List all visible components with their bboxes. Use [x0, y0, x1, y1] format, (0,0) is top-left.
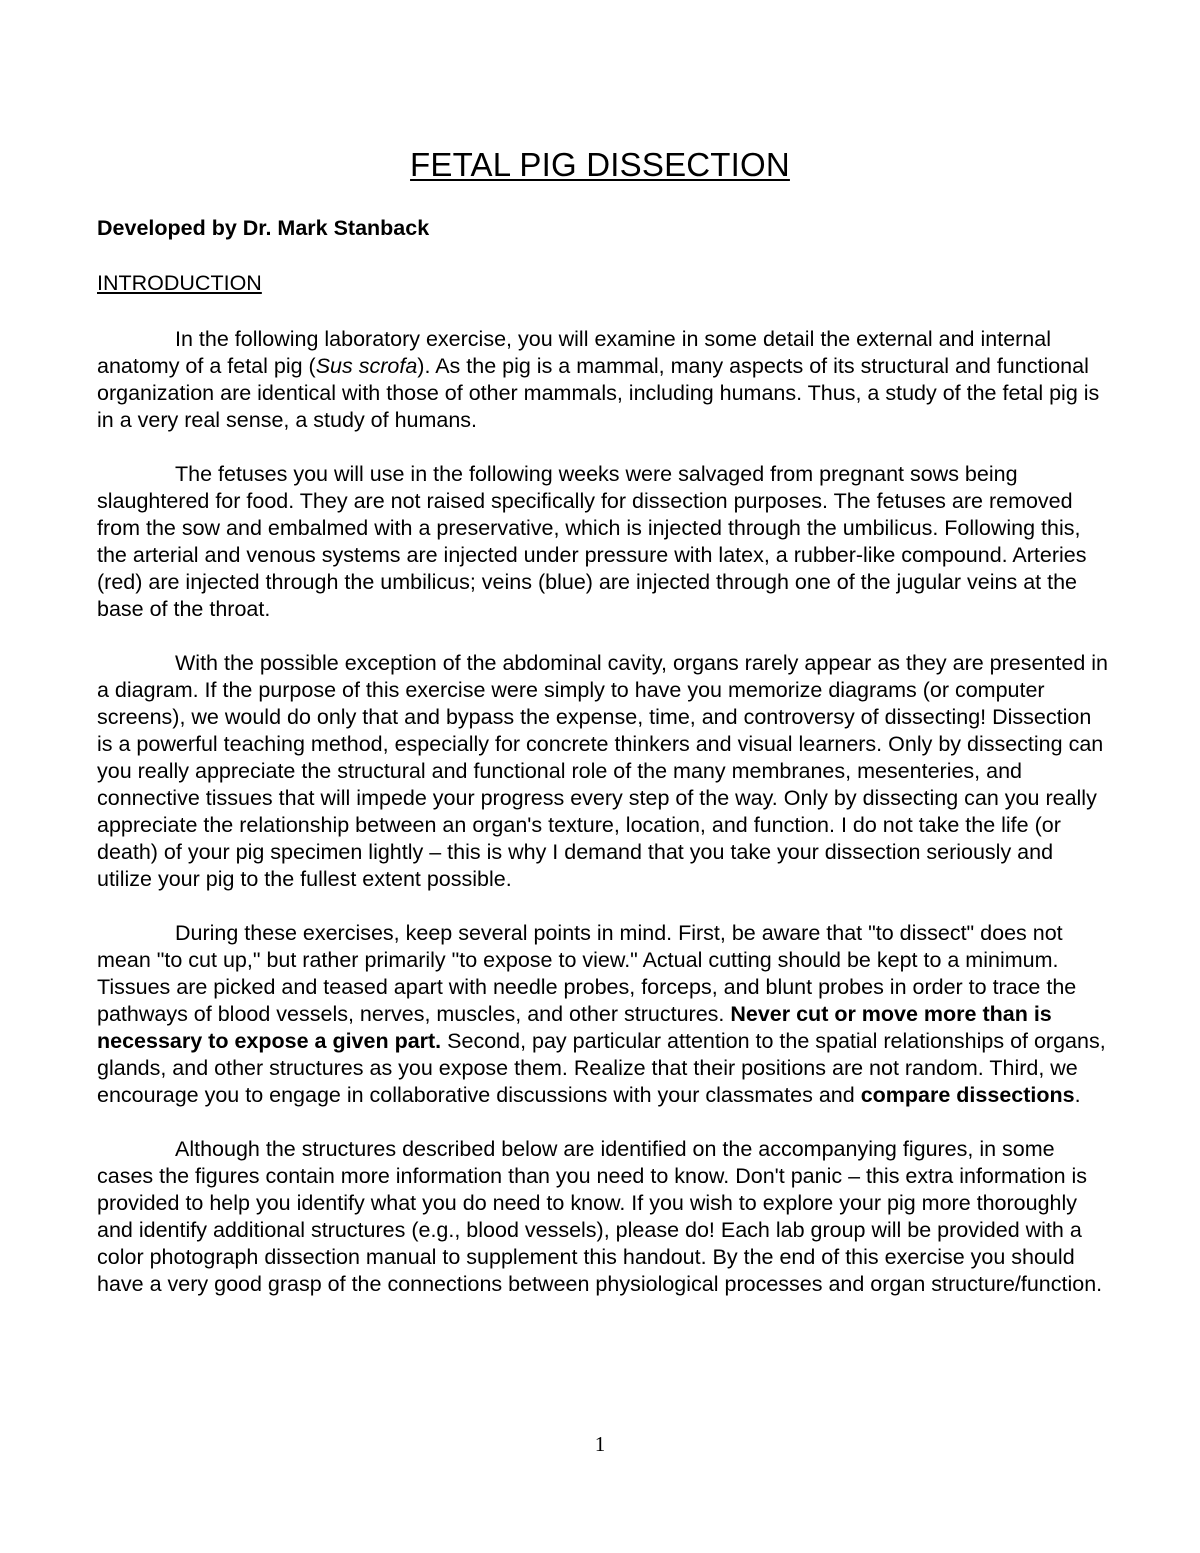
species-name: Sus scrofa [315, 354, 418, 378]
paragraph-4-emphasis-1: Never cut or move more than is necessary to expose a given part. [97, 1002, 1052, 1053]
paragraph-1-text-a: In the following laboratory exercise, you will examine in some detail the external and internal anatomy of a fetal pig ( [97, 327, 1051, 378]
paragraph-1 [97, 326, 1109, 434]
introduction-body [97, 326, 1109, 1298]
paragraph-4-text-c: . [1074, 1083, 1081, 1107]
page-title: FETAL PIG DISSECTION [410, 146, 790, 183]
author-line: Developed by Dr. Mark Stanback [97, 216, 430, 240]
paragraph-4-text-b: Second, pay particular attention to the spatial relationships of organs, glands, and other structures as you expose them. Realize that their positions are not random. Third, we encourage you to engage in collaborative discussions with your classmates and [97, 1029, 1106, 1107]
paragraph-4-emphasis-2: compare dissections [860, 1083, 1075, 1107]
paragraph-2: The fetuses you will use in the following weeks were salvaged from pregnant sows being slaughtered for food. They are not raised specifically for dissection purposes. The fetuses are removed from the sow and embalmed with a preservative, which is injected through the umbilicus. Following this, the arterial and venous systems are injected under pressure with latex, a rubber-like compound. Arteries (red) are injected through the umbilicus; veins (blue) are injected through one of the jugular veins at the base of the throat. [97, 462, 1087, 621]
paragraph-5: Although the structures described below are identified on the accompanying figures, in some cases the figures contain more information than you need to know. Don't panic – this extra information is provided to help you identify what you do need to know. If you wish to explore your pig more thoroughly and identify additional structures (e.g., blood vessels), please do! Each lab group will be provided with a color photograph dissection manual to supplement this handout. By the end of this exercise you should have a very good grasp of the connections between physiological processes and organ structure/function. [97, 1137, 1103, 1296]
paragraph-4-text-a: During these exercises, keep several points in mind. First, be aware that "to dissect" does not mean "to cut up," but rather primarily "to expose to view." Actual cutting should be kept to a minimum. Tissues are picked and teased apart with needle probes, forceps, and blunt probes in order to trace the pathways of blood vessels, nerves, muscles, and other structures. [97, 921, 1077, 1026]
paragraph-4 [97, 920, 1109, 1109]
paragraph-3: With the possible exception of the abdominal cavity, organs rarely appear as they are presented in a diagram. If the purpose of this exercise were simply to have you memorize diagrams (or computer screens), we would do only that and bypass the expense, time, and controversy of dissecting! Dissection is a powerful teaching method, especially for concrete thinkers and visual learners. Only by dissecting can you really appreciate the structural and functional role of the many membranes, mesenteries, and connective tissues that will impede your progress every step of the way. Only by dissecting can you really appreciate the relationship between an organ's texture, location, and function. I do not take the life (or death) of your pig specimen lightly – this is why I demand that you take your dissection seriously and utilize your pig to the fullest extent possible. [97, 651, 1108, 891]
section-heading-introduction: INTRODUCTION [97, 271, 262, 295]
paragraph-1-text-b: ). As the pig is a mammal, many aspects of its structural and functional organization are identical with those of other mammals, including humans. Thus, a study of the fetal pig is in a very real sense, a study of humans. [97, 354, 1100, 432]
page-number: 1 [594, 1432, 606, 1456]
